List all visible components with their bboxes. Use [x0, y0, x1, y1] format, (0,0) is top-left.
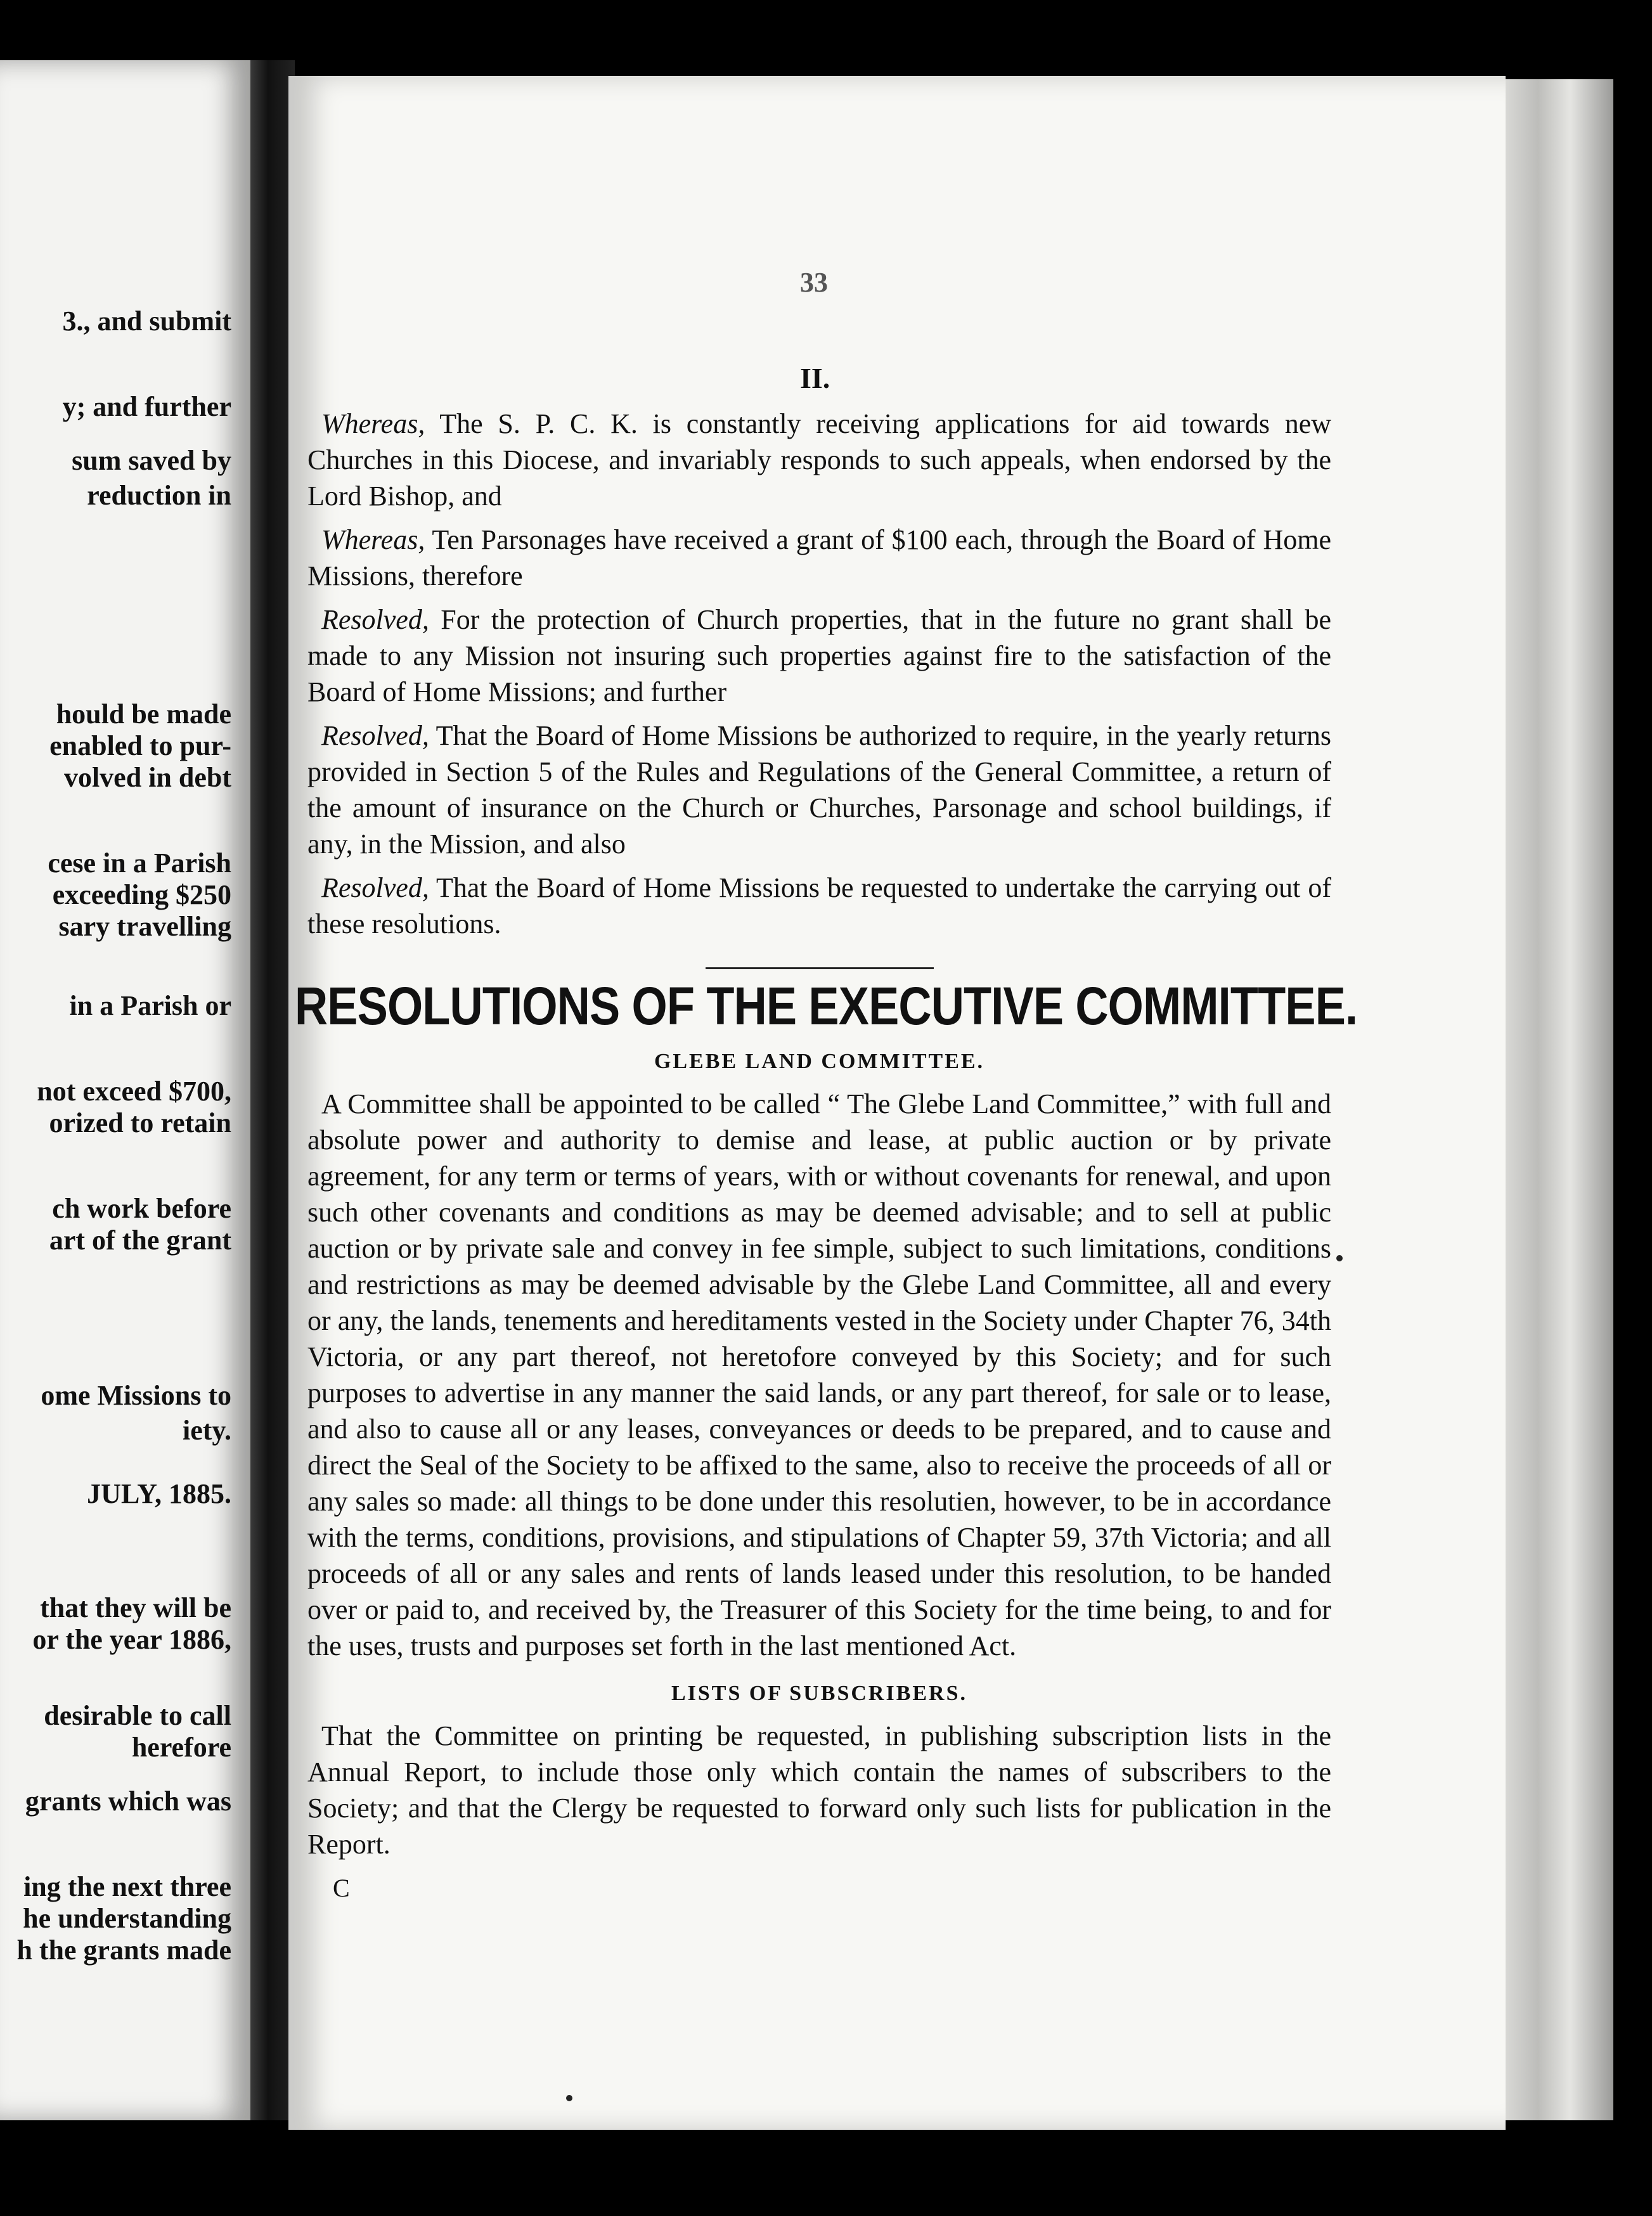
left-page-line: in a Parish or: [69, 990, 231, 1021]
left-page-line: ome Missions to: [41, 1380, 231, 1411]
paragraph: Resolved, That the Board of Home Missions be requested to undertake the carrying out of these resolutions.: [307, 872, 1331, 939]
left-page-line: y; and further: [62, 391, 231, 422]
glebe-heading: GLEBE LAND COMMITTEE.: [654, 1050, 985, 1073]
section-title: RESOLUTIONS OF THE EXECUTIVE COMMITTEE.: [295, 976, 1358, 1036]
paragraph: Resolved, For the protection of Church properties, that in the future no grant shall be made to any Mission not insuring such properties against fire to the satisfaction of the Board of Home Missions; and further: [307, 604, 1331, 707]
left-page-line: JULY, 1885.: [87, 1478, 231, 1509]
left-page-line: sum saved by: [72, 445, 231, 476]
left-page-line: or the year 1886,: [32, 1624, 231, 1655]
left-page-line: art of the grant: [49, 1225, 231, 1256]
left-page: [0, 60, 250, 2120]
glebe-paragraph: A Committee shall be appointed to be called “ The Glebe Land Committee,” with full and absolute power and authority to demise and lease, at public auction or by private agreement, for any term or terms of years, with or without covenants for renewal, and upon such other covenants and conditions as may be deemed advisable; and to sell at public auction or by private sale and convey in fee simple, subject to such limitations, conditions and restrictions as may be deemed advisable by the Glebe Land Committee, all and every or any, the lands, tenements and hereditaments vested in the Society under Chapter 76, 34th Victoria, or any part thereof, not heretofore conveyed by this Society; and for such purposes to advertise in any manner the said lands, or any part thereof, for sale or to lease, and also to cause all or any leases, conveyances or deeds to be prepared, and to cause and direct the Seal of the Society to be affixed to the same, also to receive the proceeds of all or any sales so made: all things to be done under this resolutien, however, to be in accordance with the terms, conditions, provisions, and stipulations of Chapter 59, 37th Victoria; and all proceeds of all or any sales and rents of lands leased under this resolution, to be handed over or paid to, and received by, the Treasurer of this Society for the time being, to and for the uses, trusts and purposes set forth in the last mentioned Act.: [307, 1088, 1331, 1661]
ink-dot: [566, 2095, 572, 2101]
left-page-line: 3., and submit: [62, 306, 231, 337]
subscribers-paragraph: That the Committee on printing be requested, in publishing subscription lists in the Annual Report, to include those only which contain the names of subscribers to the Society; and that the Clergy be requested to forward only such lists for publication in the Report.: [307, 1720, 1331, 1860]
page-number: 33: [800, 267, 828, 298]
paragraph: Whereas, Ten Parsonages have received a grant of $100 each, through the Board of Home Missions, therefore: [307, 524, 1331, 591]
left-page-line: hould be made: [56, 699, 231, 730]
left-page-line: orized to retain: [49, 1107, 231, 1138]
section-number: II.: [800, 362, 830, 394]
left-page-line: exceeding $250: [52, 879, 231, 910]
page-edge: [1506, 79, 1613, 2120]
paragraph: Resolved, That the Board of Home Missions be authorized to require, in the yearly returns provided in Section 5 of the Rules and Regulations of the General Committee, a return of the amount of insurance on the Church or Churches, Parsonage and school buildings, if any, in the Mission, and also: [307, 720, 1331, 860]
left-page-line: he understanding: [23, 1903, 231, 1934]
left-page-line: grants which was: [25, 1786, 231, 1817]
left-page-line: sary travelling: [58, 911, 231, 942]
left-page-line: ing the next three: [23, 1871, 231, 1902]
left-page-line: ch work before: [52, 1193, 231, 1224]
left-page-line: herefore: [131, 1732, 231, 1763]
divider: [706, 967, 934, 969]
ink-dot: [1336, 1255, 1343, 1261]
left-page-line: reduction in: [87, 480, 231, 511]
left-page-line: not exceed $700,: [37, 1076, 231, 1107]
signature-mark: C: [333, 1874, 350, 1902]
subscribers-heading: LISTS OF SUBSCRIBERS.: [671, 1682, 968, 1705]
left-page-line: that they will be: [40, 1592, 231, 1623]
left-page-line: volved in debt: [63, 762, 231, 793]
left-page-line: cese in a Parish: [48, 847, 231, 879]
page-content: [295, 406, 1358, 1906]
paragraph: Whereas, The S. P. C. K. is constantly receiving applications for aid towards new Churches in this Diocese, and invariably responds to such appeals, when endorsed by the Lord Bishop, and: [307, 408, 1331, 512]
left-page-line: enabled to pur-: [49, 730, 231, 761]
left-page-line: h the grants made: [16, 1935, 231, 1966]
left-page-line: iety.: [183, 1415, 231, 1446]
left-page-line: desirable to call: [44, 1700, 231, 1731]
